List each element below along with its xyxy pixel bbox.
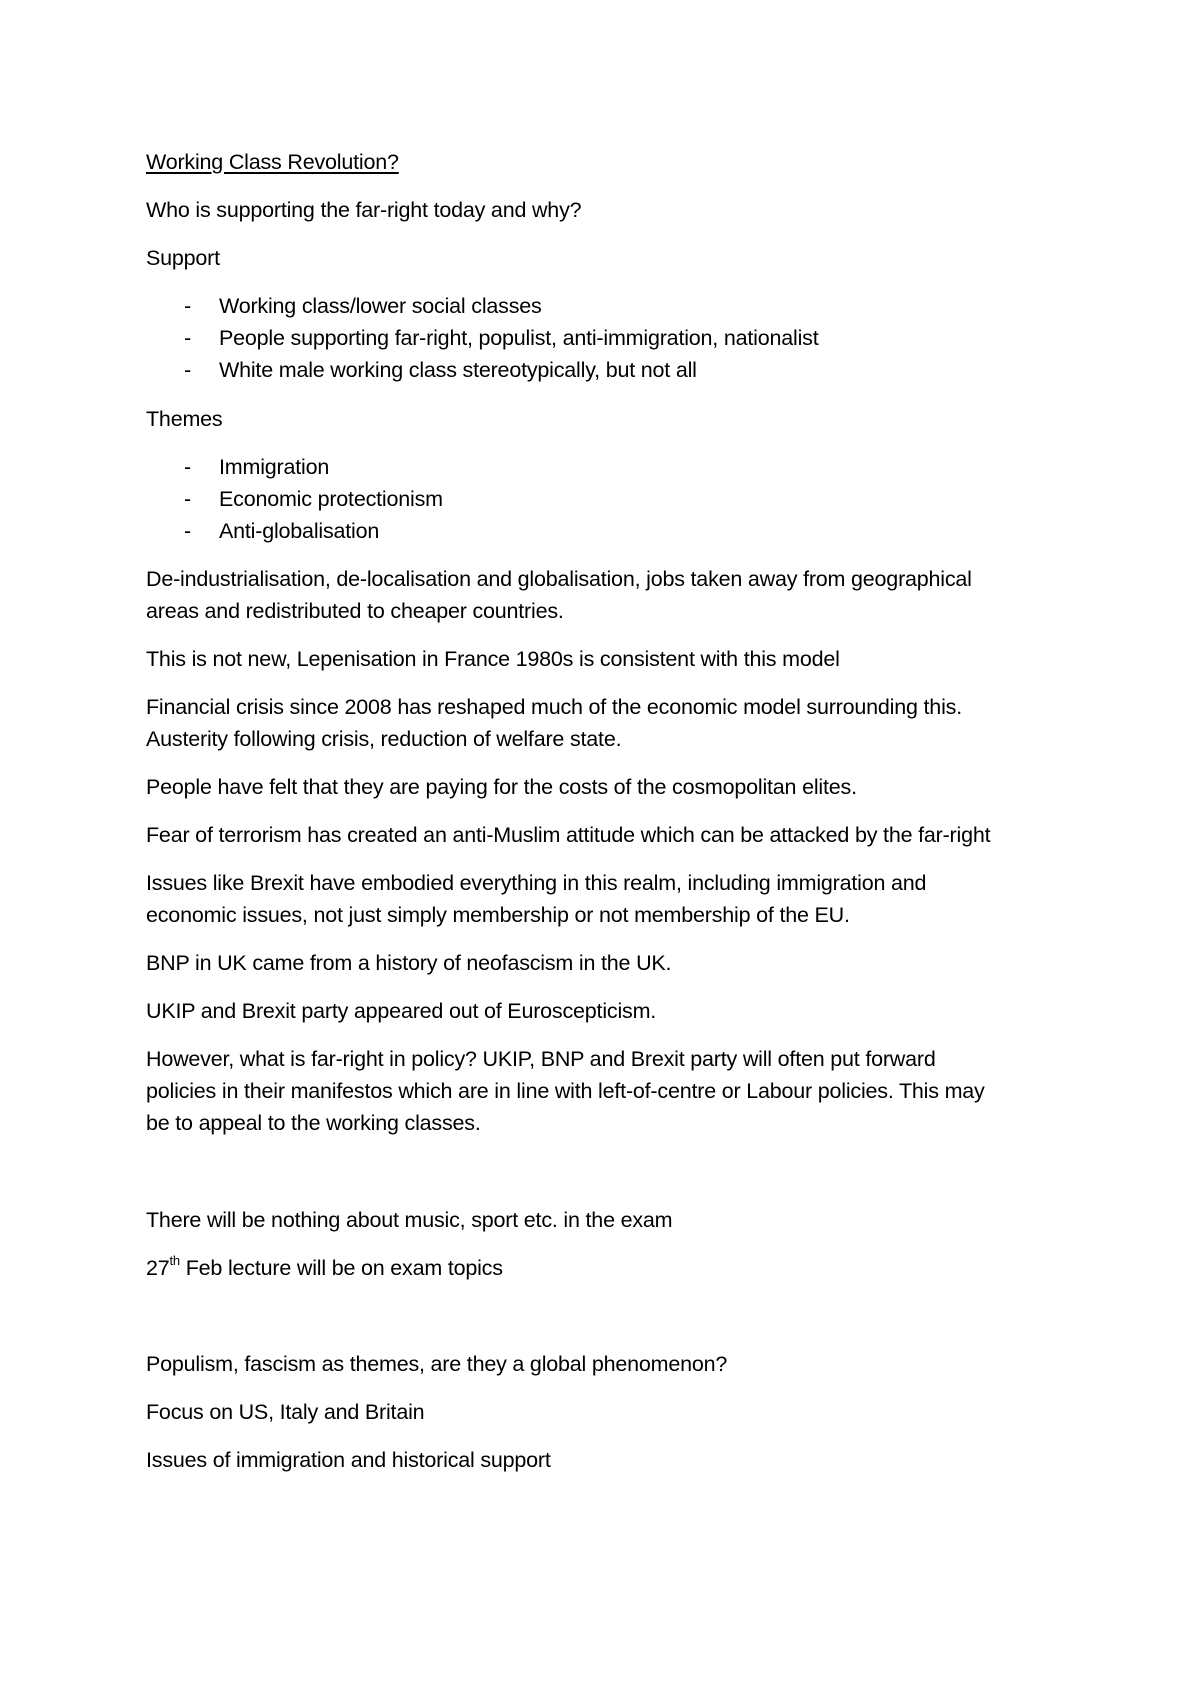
paragraph-line: policies in their manifestos which are in line with left-of-centre or Labour policies. This may xyxy=(146,1079,985,1103)
paragraph-line: areas and redistributed to cheaper countries. xyxy=(146,599,564,623)
paragraph-line: People have felt that they are paying for the costs of the cosmopolitan elites. xyxy=(146,775,857,799)
paragraph-line: Populism, fascism as themes, are they a global phenomenon? xyxy=(146,1352,728,1376)
themes-item: Anti-globalisation xyxy=(219,519,380,543)
themes-item: Economic protectionism xyxy=(219,487,443,511)
bullet-marker: - xyxy=(184,519,192,543)
paragraph-line: be to appeal to the working classes. xyxy=(146,1111,481,1135)
question-line: Who is supporting the far-right today and why? xyxy=(146,198,582,222)
paragraph-line: Austerity following crisis, reduction of welfare state. xyxy=(146,727,622,751)
paragraph-line: Focus on US, Italy and Britain xyxy=(146,1400,425,1424)
themes-item: Immigration xyxy=(219,455,330,479)
support-heading: Support xyxy=(146,246,220,270)
paragraph-line: economic issues, not just simply membership or not membership of the EU. xyxy=(146,903,850,927)
paragraph-line: BNP in UK came from a history of neofascism in the UK. xyxy=(146,951,672,975)
paragraph-line: Issues like Brexit have embodied everything in this realm, including immigration and xyxy=(146,871,927,895)
support-item: People supporting far-right, populist, anti-immigration, nationalist xyxy=(219,326,819,350)
bullet-marker: - xyxy=(184,326,192,350)
document-title: Working Class Revolution? xyxy=(146,150,399,174)
paragraph-line: De-industrialisation, de-localisation and globalisation, jobs taken away from geographical xyxy=(146,567,972,591)
lecture-day: 27 xyxy=(146,1256,170,1280)
paragraph-line: There will be nothing about music, sport etc. in the exam xyxy=(146,1208,673,1232)
lecture-day-suffix: th xyxy=(169,1252,180,1268)
bullet-marker: - xyxy=(184,487,192,511)
paragraph-line: However, what is far-right in policy? UKIP, BNP and Brexit party will often put forward xyxy=(146,1047,936,1071)
support-item: Working class/lower social classes xyxy=(219,294,542,318)
bullet-marker: - xyxy=(184,455,192,479)
lecture-line xyxy=(146,1252,503,1284)
paragraph-line: Fear of terrorism has created an anti-Muslim attitude which can be attacked by the far-right xyxy=(146,823,991,847)
lecture-text: Feb lecture will be on exam topics xyxy=(179,1256,503,1280)
support-item: White male working class stereotypically, but not all xyxy=(219,358,697,382)
paragraph-line: Issues of immigration and historical support xyxy=(146,1448,551,1472)
paragraph-line: UKIP and Brexit party appeared out of Euroscepticism. xyxy=(146,999,657,1023)
bullet-marker: - xyxy=(184,294,192,318)
paragraph-line: Financial crisis since 2008 has reshaped much of the economic model surrounding this. xyxy=(146,695,962,719)
themes-heading: Themes xyxy=(146,407,223,431)
paragraph-line: This is not new, Lepenisation in France 1980s is consistent with this model xyxy=(146,647,840,671)
bullet-marker: - xyxy=(184,358,192,382)
